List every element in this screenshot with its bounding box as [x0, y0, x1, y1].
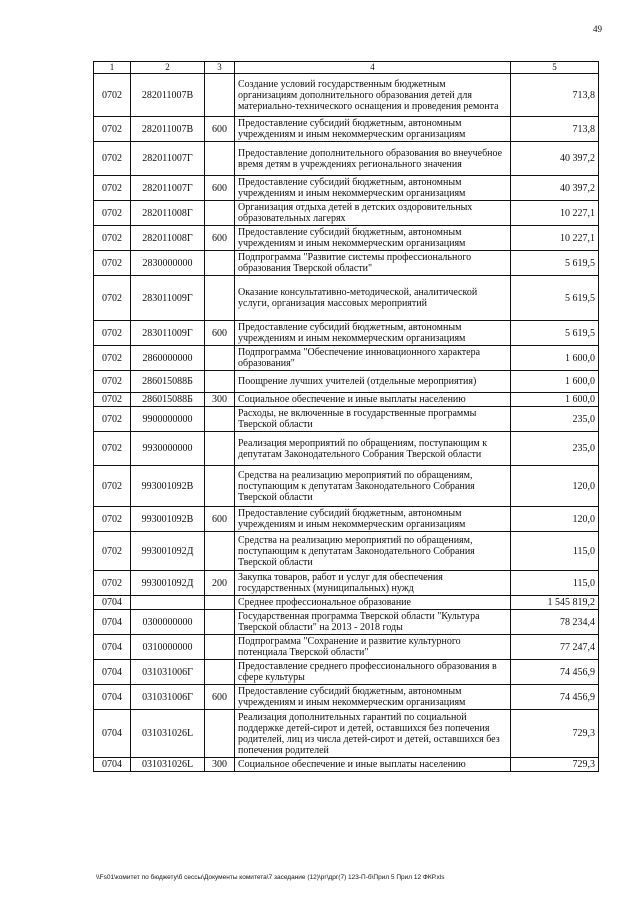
table-row [94, 346, 599, 371]
code-cell [131, 596, 205, 610]
amount-cell: 729,3 [511, 710, 599, 758]
amount-cell: 10 227,1 [511, 226, 599, 251]
expense-type-cell: 200 [205, 571, 235, 596]
footer-file-path: \\Fs01\комитет по бюджету\б сессы\Документы комитета\7 заседание (12)\рг\дрг(7) 123-П-б\Прил 5 Прил 12 ФКР.xls [96, 874, 445, 881]
amount-cell: 713,8 [511, 117, 599, 142]
expense-type-cell [205, 74, 235, 117]
section-cell: 0702 [94, 117, 131, 142]
section-cell: 0702 [94, 251, 131, 276]
section-cell: 0704 [94, 660, 131, 685]
name-cell: Средства на реализацию мероприятий по обращениям, поступающим к депутатам Законодательного Собрания Тверской области [235, 532, 511, 571]
expense-type-cell [205, 346, 235, 371]
amount-cell: 713,8 [511, 74, 599, 117]
name-cell: Расходы, не включенные в государственные программы Тверской области [235, 407, 511, 432]
name-cell: Предоставление субсидий бюджетным, автономным учреждениям и иным некоммерческим организациям [235, 117, 511, 142]
section-cell: 0702 [94, 321, 131, 346]
amount-cell: 5 619,5 [511, 276, 599, 321]
amount-cell: 1 600,0 [511, 371, 599, 393]
table-row [94, 201, 599, 226]
code-cell: 993001092Д [131, 532, 205, 571]
expense-type-cell: 600 [205, 685, 235, 710]
table-row [94, 74, 599, 117]
table-row [94, 610, 599, 635]
name-cell: Государственная программа Тверской области "Культура Тверской области" на 2013 - 2018 годы [235, 610, 511, 635]
name-cell: Предоставление субсидий бюджетным, автономным учреждениям и иным некоммерческим организациям [235, 507, 511, 532]
section-cell: 0704 [94, 758, 131, 772]
code-cell: 0300000000 [131, 610, 205, 635]
name-cell: Предоставление субсидий бюджетным, автономным учреждениям и иным некоммерческим организациям [235, 321, 511, 346]
amount-cell: 120,0 [511, 507, 599, 532]
expense-type-cell [205, 710, 235, 758]
table-row [94, 635, 599, 660]
amount-cell: 1 545 819,2 [511, 596, 599, 610]
table-row [94, 685, 599, 710]
name-cell: Реализация мероприятий по обращениям, поступающим к депутатам Законодательного Собрания Тверской области [235, 432, 511, 466]
amount-cell: 74 456,9 [511, 685, 599, 710]
header-col-2: 2 [131, 62, 205, 74]
header-col-1: 1 [94, 62, 131, 74]
amount-cell: 10 227,1 [511, 201, 599, 226]
table-row [94, 226, 599, 251]
amount-cell: 115,0 [511, 571, 599, 596]
header-col-5: 5 [511, 62, 599, 74]
section-cell: 0702 [94, 142, 131, 176]
section-cell: 0702 [94, 432, 131, 466]
section-cell: 0704 [94, 596, 131, 610]
name-cell: Среднее профессиональное образование [235, 596, 511, 610]
name-cell: Закупка товаров, работ и услуг для обеспечения государственных (муниципальных) нужд [235, 571, 511, 596]
table-row [94, 758, 599, 772]
table-row [94, 660, 599, 685]
expense-type-cell: 600 [205, 117, 235, 142]
table-row [94, 276, 599, 321]
amount-cell: 40 397,2 [511, 142, 599, 176]
header-col-4: 4 [235, 62, 511, 74]
section-cell: 0702 [94, 276, 131, 321]
name-cell: Средства на реализацию мероприятий по обращениям, поступающим к депутатам Законодательного Собрания Тверской области [235, 466, 511, 507]
table-row [94, 432, 599, 466]
section-cell: 0702 [94, 393, 131, 407]
name-cell: Социальное обеспечение и иные выплаты населению [235, 758, 511, 772]
expense-type-cell: 600 [205, 226, 235, 251]
name-cell: Предоставление среднего профессионального образования в сфере культуры [235, 660, 511, 685]
expense-type-cell [205, 466, 235, 507]
code-cell: 0310000000 [131, 635, 205, 660]
section-cell: 0702 [94, 571, 131, 596]
amount-cell: 5 619,5 [511, 251, 599, 276]
section-cell: 0704 [94, 685, 131, 710]
name-cell: Предоставление субсидий бюджетным, автономным учреждениям и иным некоммерческим организациям [235, 176, 511, 201]
name-cell: Подпрограмма "Сохранение и развитие культурного потенциала Тверской области" [235, 635, 511, 660]
section-cell: 0702 [94, 507, 131, 532]
header-col-3: 3 [205, 62, 235, 74]
name-cell: Оказание консультативно-методической, аналитической услуги, организация массовых мероприятий [235, 276, 511, 321]
section-cell: 0702 [94, 176, 131, 201]
code-cell: 993001092В [131, 466, 205, 507]
expense-type-cell [205, 596, 235, 610]
table-row [94, 507, 599, 532]
section-cell: 0702 [94, 532, 131, 571]
expense-type-cell [205, 660, 235, 685]
code-cell: 283011009Г [131, 276, 205, 321]
name-cell: Предоставление субсидий бюджетным, автономным учреждениям и иным некоммерческим организациям [235, 685, 511, 710]
code-cell: 031031026L [131, 710, 205, 758]
name-cell: Подпрограмма "Обеспечение инновационного характера образования" [235, 346, 511, 371]
section-cell: 0702 [94, 346, 131, 371]
code-cell: 282011007Г [131, 142, 205, 176]
code-cell: 282011008Г [131, 201, 205, 226]
name-cell: Подпрограмма "Развитие системы профессионального образования Тверской области" [235, 251, 511, 276]
expense-type-cell [205, 610, 235, 635]
expense-type-cell [205, 532, 235, 571]
name-cell: Предоставление дополнительного образования во внеучебное время детям в учреждениях регионального значения [235, 142, 511, 176]
code-cell: 282011008Г [131, 226, 205, 251]
section-cell: 0704 [94, 610, 131, 635]
code-cell: 9900000000 [131, 407, 205, 432]
expense-type-cell [205, 276, 235, 321]
name-cell: Поощрение лучших учителей (отдельные мероприятия) [235, 371, 511, 393]
amount-cell: 120,0 [511, 466, 599, 507]
name-cell: Реализация дополнительных гарантий по социальной поддержке детей-сирот и детей, оставшихся без попечения родителей, лиц из числа детей-сирот и детей, оставшихся без попечения родителей [235, 710, 511, 758]
name-cell: Предоставление субсидий бюджетным, автономным учреждениям и иным некоммерческим организациям [235, 226, 511, 251]
expense-type-cell [205, 407, 235, 432]
amount-cell: 78 234,4 [511, 610, 599, 635]
code-cell: 2860000000 [131, 346, 205, 371]
expense-type-cell: 300 [205, 393, 235, 407]
code-cell: 286015088Б [131, 371, 205, 393]
section-cell: 0702 [94, 74, 131, 117]
amount-cell: 5 619,5 [511, 321, 599, 346]
name-cell: Создание условий государственным бюджетным организациям дополнительного образования детей для материально-технического оснащения и проведения ремонта [235, 74, 511, 117]
expense-type-cell [205, 142, 235, 176]
table-row [94, 142, 599, 176]
name-cell: Организация отдыха детей в детских оздоровительных образовательных лагерях [235, 201, 511, 226]
table-row [94, 251, 599, 276]
section-cell: 0704 [94, 710, 131, 758]
section-cell: 0702 [94, 466, 131, 507]
amount-cell: 1 600,0 [511, 346, 599, 371]
table-row [94, 596, 599, 610]
budget-table [93, 61, 599, 772]
code-cell: 282011007В [131, 74, 205, 117]
amount-cell: 40 397,2 [511, 176, 599, 201]
table-row [94, 117, 599, 142]
amount-cell: 235,0 [511, 407, 599, 432]
code-cell: 283011009Г [131, 321, 205, 346]
table-row [94, 407, 599, 432]
section-cell: 0702 [94, 407, 131, 432]
table-row [94, 710, 599, 758]
section-cell: 0704 [94, 635, 131, 660]
expense-type-cell: 600 [205, 321, 235, 346]
table-body [94, 74, 599, 772]
section-cell: 0702 [94, 371, 131, 393]
code-cell: 993001092Д [131, 571, 205, 596]
amount-cell: 1 600,0 [511, 393, 599, 407]
code-cell: 282011007Г [131, 176, 205, 201]
code-cell: 031031006Г [131, 660, 205, 685]
name-cell: Социальное обеспечение и иные выплаты населению [235, 393, 511, 407]
expense-type-cell [205, 371, 235, 393]
code-cell: 286015088Б [131, 393, 205, 407]
expense-type-cell [205, 201, 235, 226]
table-row [94, 371, 599, 393]
code-cell: 9930000000 [131, 432, 205, 466]
table-header-row [94, 62, 599, 74]
section-cell: 0702 [94, 226, 131, 251]
code-cell: 031031006Г [131, 685, 205, 710]
page-number: 49 [593, 24, 602, 34]
amount-cell: 235,0 [511, 432, 599, 466]
amount-cell: 115,0 [511, 532, 599, 571]
expense-type-cell: 600 [205, 507, 235, 532]
expense-type-cell: 300 [205, 758, 235, 772]
table-row [94, 176, 599, 201]
amount-cell: 74 456,9 [511, 660, 599, 685]
table-row [94, 393, 599, 407]
code-cell: 2830000000 [131, 251, 205, 276]
expense-type-cell [205, 432, 235, 466]
expense-type-cell [205, 635, 235, 660]
code-cell: 993001092В [131, 507, 205, 532]
section-cell: 0702 [94, 201, 131, 226]
expense-type-cell [205, 251, 235, 276]
table-row [94, 466, 599, 507]
table-row [94, 571, 599, 596]
code-cell: 031031026L [131, 758, 205, 772]
amount-cell: 729,3 [511, 758, 599, 772]
expense-type-cell: 600 [205, 176, 235, 201]
amount-cell: 77 247,4 [511, 635, 599, 660]
table-row [94, 532, 599, 571]
table-row [94, 321, 599, 346]
code-cell: 282011007В [131, 117, 205, 142]
